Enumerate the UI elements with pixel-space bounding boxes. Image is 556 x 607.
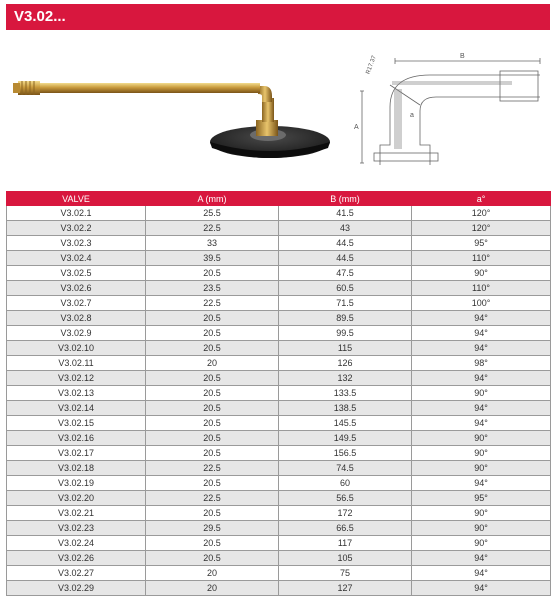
- header-angle: a°: [412, 192, 551, 206]
- cell-a-mm: 20.5: [146, 371, 279, 386]
- valve-dimension-drawing: [350, 45, 550, 175]
- cell-valve: V3.02.6: [7, 281, 146, 296]
- cell-b-mm: 60.5: [279, 281, 412, 296]
- cell-a-mm: 22.5: [146, 461, 279, 476]
- cell-b-mm: 56.5: [279, 491, 412, 506]
- cell-a-mm: 25.5: [146, 206, 279, 221]
- table-row: [7, 581, 551, 596]
- cell-valve: V3.02.3: [7, 236, 146, 251]
- cell-valve: V3.02.1: [7, 206, 146, 221]
- cell-angle: 90°: [412, 431, 551, 446]
- cell-valve: V3.02.14: [7, 401, 146, 416]
- cell-valve: V3.02.23: [7, 521, 146, 536]
- cell-valve: V3.02.7: [7, 296, 146, 311]
- cell-angle: 100°: [412, 296, 551, 311]
- valve-photo: [10, 50, 340, 170]
- cell-angle: 94°: [412, 311, 551, 326]
- cell-angle: 94°: [412, 416, 551, 431]
- cell-valve: V3.02.21: [7, 506, 146, 521]
- cell-b-mm: 156.5: [279, 446, 412, 461]
- table-row: [7, 296, 551, 311]
- cell-angle: 95°: [412, 491, 551, 506]
- table-row: [7, 311, 551, 326]
- table-row: [7, 236, 551, 251]
- cell-b-mm: 75: [279, 566, 412, 581]
- cell-valve: V3.02.27: [7, 566, 146, 581]
- table-row: [7, 566, 551, 581]
- table-row: [7, 401, 551, 416]
- cell-valve: V3.02.12: [7, 371, 146, 386]
- table-row: [7, 206, 551, 221]
- cell-valve: V3.02.15: [7, 416, 146, 431]
- cell-b-mm: 126: [279, 356, 412, 371]
- cell-b-mm: 41.5: [279, 206, 412, 221]
- table-row: [7, 491, 551, 506]
- table-row: [7, 371, 551, 386]
- cell-a-mm: 20.5: [146, 311, 279, 326]
- cell-valve: V3.02.20: [7, 491, 146, 506]
- cell-a-mm: 20.5: [146, 416, 279, 431]
- cell-b-mm: 115: [279, 341, 412, 356]
- valve-spec-table: [6, 191, 551, 596]
- cell-b-mm: 60: [279, 476, 412, 491]
- table-row: [7, 521, 551, 536]
- cell-a-mm: 22.5: [146, 221, 279, 236]
- drawing-label-radius: R17.37: [365, 54, 378, 76]
- cell-b-mm: 66.5: [279, 521, 412, 536]
- cell-b-mm: 47.5: [279, 266, 412, 281]
- drawing-label-a: A: [354, 124, 359, 131]
- cell-angle: 110°: [412, 251, 551, 266]
- table-row: [7, 281, 551, 296]
- table-row: [7, 266, 551, 281]
- table-row: [7, 446, 551, 461]
- cell-b-mm: 132: [279, 371, 412, 386]
- cell-valve: V3.02.29: [7, 581, 146, 596]
- cell-b-mm: 172: [279, 506, 412, 521]
- cell-valve: V3.02.19: [7, 476, 146, 491]
- cell-a-mm: 20: [146, 356, 279, 371]
- table-row: [7, 356, 551, 371]
- cell-a-mm: 20.5: [146, 476, 279, 491]
- cell-a-mm: 20: [146, 581, 279, 596]
- header-a-mm: A (mm): [146, 192, 279, 206]
- cell-angle: 120°: [412, 206, 551, 221]
- cell-b-mm: 145.5: [279, 416, 412, 431]
- cell-b-mm: 74.5: [279, 461, 412, 476]
- cell-angle: 94°: [412, 476, 551, 491]
- cell-angle: 120°: [412, 221, 551, 236]
- cell-valve: V3.02.13: [7, 386, 146, 401]
- table-body: [7, 206, 551, 596]
- cell-b-mm: 133.5: [279, 386, 412, 401]
- cell-a-mm: 20.5: [146, 506, 279, 521]
- cell-valve: V3.02.10: [7, 341, 146, 356]
- cell-a-mm: 20.5: [146, 341, 279, 356]
- table-row: [7, 551, 551, 566]
- drawing-label-b: B: [460, 53, 465, 60]
- cell-a-mm: 29.5: [146, 521, 279, 536]
- cell-b-mm: 138.5: [279, 401, 412, 416]
- cell-valve: V3.02.11: [7, 356, 146, 371]
- cell-b-mm: 149.5: [279, 431, 412, 446]
- header-b-mm: B (mm): [279, 192, 412, 206]
- cell-a-mm: 20.5: [146, 446, 279, 461]
- cell-valve: V3.02.18: [7, 461, 146, 476]
- cell-angle: 95°: [412, 236, 551, 251]
- cell-b-mm: 127: [279, 581, 412, 596]
- table-row: [7, 461, 551, 476]
- table-row: [7, 326, 551, 341]
- table-row: [7, 536, 551, 551]
- cell-valve: V3.02.2: [7, 221, 146, 236]
- table-row: [7, 251, 551, 266]
- cell-b-mm: 44.5: [279, 251, 412, 266]
- cell-a-mm: 33: [146, 236, 279, 251]
- cell-a-mm: 22.5: [146, 491, 279, 506]
- cell-b-mm: 99.5: [279, 326, 412, 341]
- table-row: [7, 221, 551, 236]
- cell-angle: 98°: [412, 356, 551, 371]
- cell-angle: 110°: [412, 281, 551, 296]
- cell-angle: 90°: [412, 446, 551, 461]
- cell-a-mm: 20.5: [146, 326, 279, 341]
- cell-angle: 90°: [412, 266, 551, 281]
- cell-a-mm: 20.5: [146, 536, 279, 551]
- cell-angle: 90°: [412, 536, 551, 551]
- cell-a-mm: 20.5: [146, 401, 279, 416]
- cell-angle: 90°: [412, 506, 551, 521]
- cell-angle: 94°: [412, 581, 551, 596]
- cell-a-mm: 22.5: [146, 296, 279, 311]
- cell-valve: V3.02.17: [7, 446, 146, 461]
- cell-angle: 94°: [412, 371, 551, 386]
- cell-valve: V3.02.5: [7, 266, 146, 281]
- header-valve: VALVE: [7, 192, 146, 206]
- cell-valve: V3.02.26: [7, 551, 146, 566]
- cell-valve: V3.02.24: [7, 536, 146, 551]
- cell-valve: V3.02.8: [7, 311, 146, 326]
- cell-angle: 94°: [412, 341, 551, 356]
- table-header-row: [7, 192, 551, 206]
- cell-angle: 94°: [412, 401, 551, 416]
- table-row: [7, 476, 551, 491]
- cell-angle: 90°: [412, 521, 551, 536]
- cell-a-mm: 20.5: [146, 266, 279, 281]
- cell-a-mm: 20: [146, 566, 279, 581]
- cell-a-mm: 20.5: [146, 551, 279, 566]
- cell-b-mm: 117: [279, 536, 412, 551]
- cell-angle: 90°: [412, 386, 551, 401]
- cell-valve: V3.02.9: [7, 326, 146, 341]
- table-row: [7, 431, 551, 446]
- cell-b-mm: 71.5: [279, 296, 412, 311]
- cell-a-mm: 20.5: [146, 386, 279, 401]
- cell-angle: 94°: [412, 551, 551, 566]
- cell-b-mm: 89.5: [279, 311, 412, 326]
- cell-angle: 94°: [412, 566, 551, 581]
- cell-b-mm: 105: [279, 551, 412, 566]
- cell-a-mm: 23.5: [146, 281, 279, 296]
- cell-a-mm: 20.5: [146, 431, 279, 446]
- cell-a-mm: 39.5: [146, 251, 279, 266]
- table-row: [7, 341, 551, 356]
- cell-valve: V3.02.4: [7, 251, 146, 266]
- table-row: [7, 386, 551, 401]
- table-row: [7, 416, 551, 431]
- drawing-label-angle: a: [410, 112, 414, 119]
- cell-b-mm: 44.5: [279, 236, 412, 251]
- cell-angle: 90°: [412, 461, 551, 476]
- page-title: V3.02...: [6, 4, 550, 30]
- cell-b-mm: 43: [279, 221, 412, 236]
- cell-angle: 94°: [412, 326, 551, 341]
- cell-valve: V3.02.16: [7, 431, 146, 446]
- table-row: [7, 506, 551, 521]
